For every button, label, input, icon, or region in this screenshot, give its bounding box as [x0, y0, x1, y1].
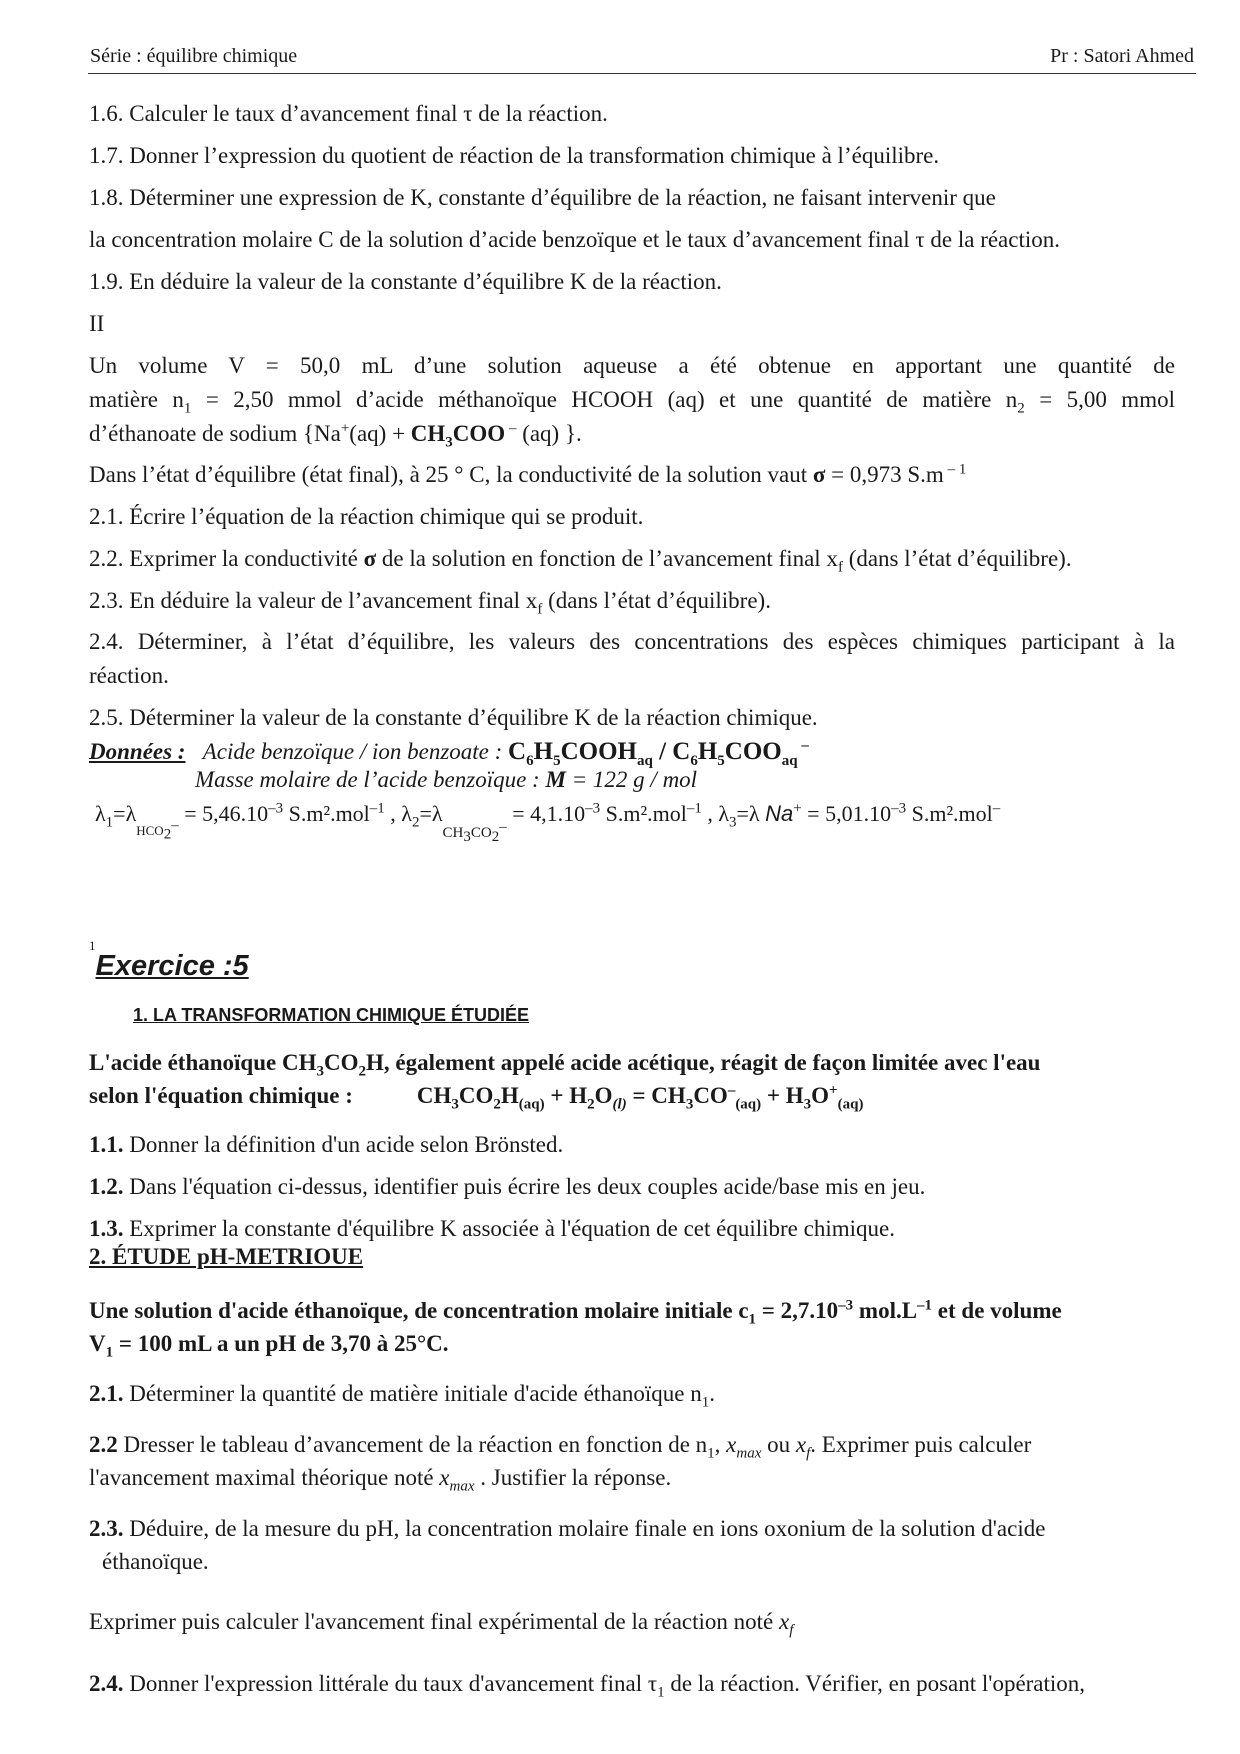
question-2-5: 2.5. Déterminer la valeur de la constante d’équilibre K de la réaction chimique. — [89, 705, 818, 730]
donnees-couple: Données : Acide benzoïque / ion benzoate : $C_6H_5COOH_{aq} / C_6H_5COO_{aq}$ – — [89, 737, 809, 769]
solution-statement-line2: $V_1 = 100$ mL a un pH de 3,70 à 25°C. — [89, 1331, 449, 1361]
chemical-equation: $CH_3CO_2H_{(aq)} + H_2O_{(l)} = CH_3CO^-_{(aq)} + H_3O^+_{(aq)}$ — [416, 1082, 864, 1113]
question-ex5-2-2-line1: 2.2 Dresser le tableau d’avancement de la réaction en fonction de $n_1$, $x_{max}$ ou $x_f$. Exprimer puis calculer — [89, 1432, 1032, 1462]
part-2-heading: II — [89, 311, 105, 336]
section-1-heading: 1. LA TRANSFORMATION CHIMIQUE ÉTUDIÉE — [133, 1005, 529, 1025]
header-series-title: Série : équilibre chimique — [90, 45, 298, 67]
question-ex5-1-3: 1.3. Exprimer la constante d'équilibre K associée à l'équation de cet équilibre chimique. — [89, 1216, 895, 1241]
question-ex5-2-2-line2: l'avancement maximal théorique noté $x_{max}$ . Justifier la réponse. — [89, 1465, 672, 1495]
question-2-4-line2: réaction. — [89, 663, 169, 688]
exercise-5-intro-line2: selon l'équation chimique : $CH_3CO_2H_{(aq)} + H_2O_{(l)} = CH_3CO^-_{(aq)} + H_3O^+_{(aq)}$ — [89, 1082, 864, 1113]
question-2-4-line1: 2.4. Déterminer, à l’état d’équilibre, les valeurs des concentrations des espèces chimiques participant à la — [89, 629, 1175, 654]
donnees-label: Données : — [89, 739, 186, 764]
exercise-5-intro-line1: L'acide éthanoïque $CH_3CO_2H$, également appelé acide acétique, réagit de façon limitée avec l'eau — [89, 1050, 1041, 1080]
question-ex5-2-3-line1: 2.3. Déduire, de la mesure du pH, la concentration molaire finale en ions oxonium de la solution d'acide — [89, 1516, 1046, 1541]
question-1-7: 1.7. Donner l’expression du quotient de réaction de la transformation chimique à l’équilibre. — [89, 143, 940, 168]
question-1-6: 1.6. Calculer le taux d’avancement final τ de la réaction. — [89, 101, 608, 126]
question-ex5-1-1: 1.1. Donner la définition d'un acide selon Brönsted. — [89, 1132, 564, 1157]
question-1-8-line1: 1.8. Déterminer une expression de K, constante d’équilibre de la réaction, ne faisant intervenir que — [89, 185, 996, 210]
question-ex5-2-3-line3: Exprimer puis calculer l'avancement final expérimental de la réaction noté $x_f$ — [89, 1609, 794, 1639]
question-ex5-2-4: 2.4. Donner l'expression littérale du taux d'avancement final $\tau_1$ de la réaction. Vérifier, en posant l'opération, — [89, 1671, 1086, 1701]
question-2-1: 2.1. Écrire l’équation de la réaction chimique qui se produit. — [89, 504, 644, 529]
solution-statement-line1: Une solution d'acide éthanoïque, de concentration molaire initiale $c_1 = 2,7.10^{-3}$ $mol.L^{-1}$ et de volume — [89, 1297, 1062, 1328]
donnees-masse-molaire: Masse molaire de l’acide benzoïque : M = 122 g / mol — [195, 767, 698, 792]
question-ex5-2-1: 2.1. Déterminer la quantité de matière initiale d'acide éthanoïque $n_1$. — [89, 1381, 716, 1411]
page-header — [88, 45, 1196, 74]
question-ex5-2-3-line2: éthanoïque. — [102, 1549, 209, 1574]
part-2-intro-line2: matière $n_1 = 2,50$ mmol d’acide méthanoïque HCOOH (aq) et une quantité de matière $n_2 = 5,00$ mmol — [89, 387, 1175, 417]
section-2-heading: 2. ÉTUDE pH-METRIOUE — [89, 1244, 364, 1269]
part-2-intro-line3: d’éthanoate de sodium {$Na^+(aq) + CH_3COO$ – (aq) }. — [89, 420, 582, 451]
question-2-2: 2.2. Exprimer la conductivité σ de la solution en fonction de l’avancement final $x_f$ (dans l’état d’équilibre). — [89, 546, 1072, 576]
donnees-conductivities: $\lambda_1=\lambda_{HCO_2^-} = 5,46.10^{-3}$ S.m².mol$^{-1}$ , $\lambda_2=\lambda_{CH_3CO_2^-} = 4,1.10^{-3}$ S.m².mol$^{-1}$ , $\lambda_3=\lambda$ $Na^+ = 5,01.10^{-3}$ S.m².mol– — [95, 800, 1001, 845]
question-1-8-line2: la concentration molaire C de la solution d’acide benzoïque et le taux d’avancement final τ de la réaction. — [89, 227, 1061, 252]
header-teacher-name: Pr : Satori Ahmed — [1050, 45, 1194, 67]
part-2-intro-line1: Un volume V = 50,0 mL d’une solution aqueuse a été obtenue en apportant une quantité de — [89, 353, 1175, 378]
question-ex5-1-2: 1.2. Dans l'équation ci-dessus, identifier puis écrire les deux couples acide/base mis en jeu. — [89, 1174, 926, 1199]
exercise-5-title: $^1$Exercice :5 — [89, 938, 249, 982]
conductivity-statement: Dans l’état d’équilibre (état final), à 25 ° C, la conductivité de la solution vaut σ = 0,973 S.m $^{- 1}$ — [89, 461, 967, 487]
question-2-3: 2.3. En déduire la valeur de l’avancement final $x_f$ (dans l’état d’équilibre). — [89, 588, 771, 618]
question-1-9: 1.9. En déduire la valeur de la constante d’équilibre K de la réaction. — [89, 269, 722, 294]
